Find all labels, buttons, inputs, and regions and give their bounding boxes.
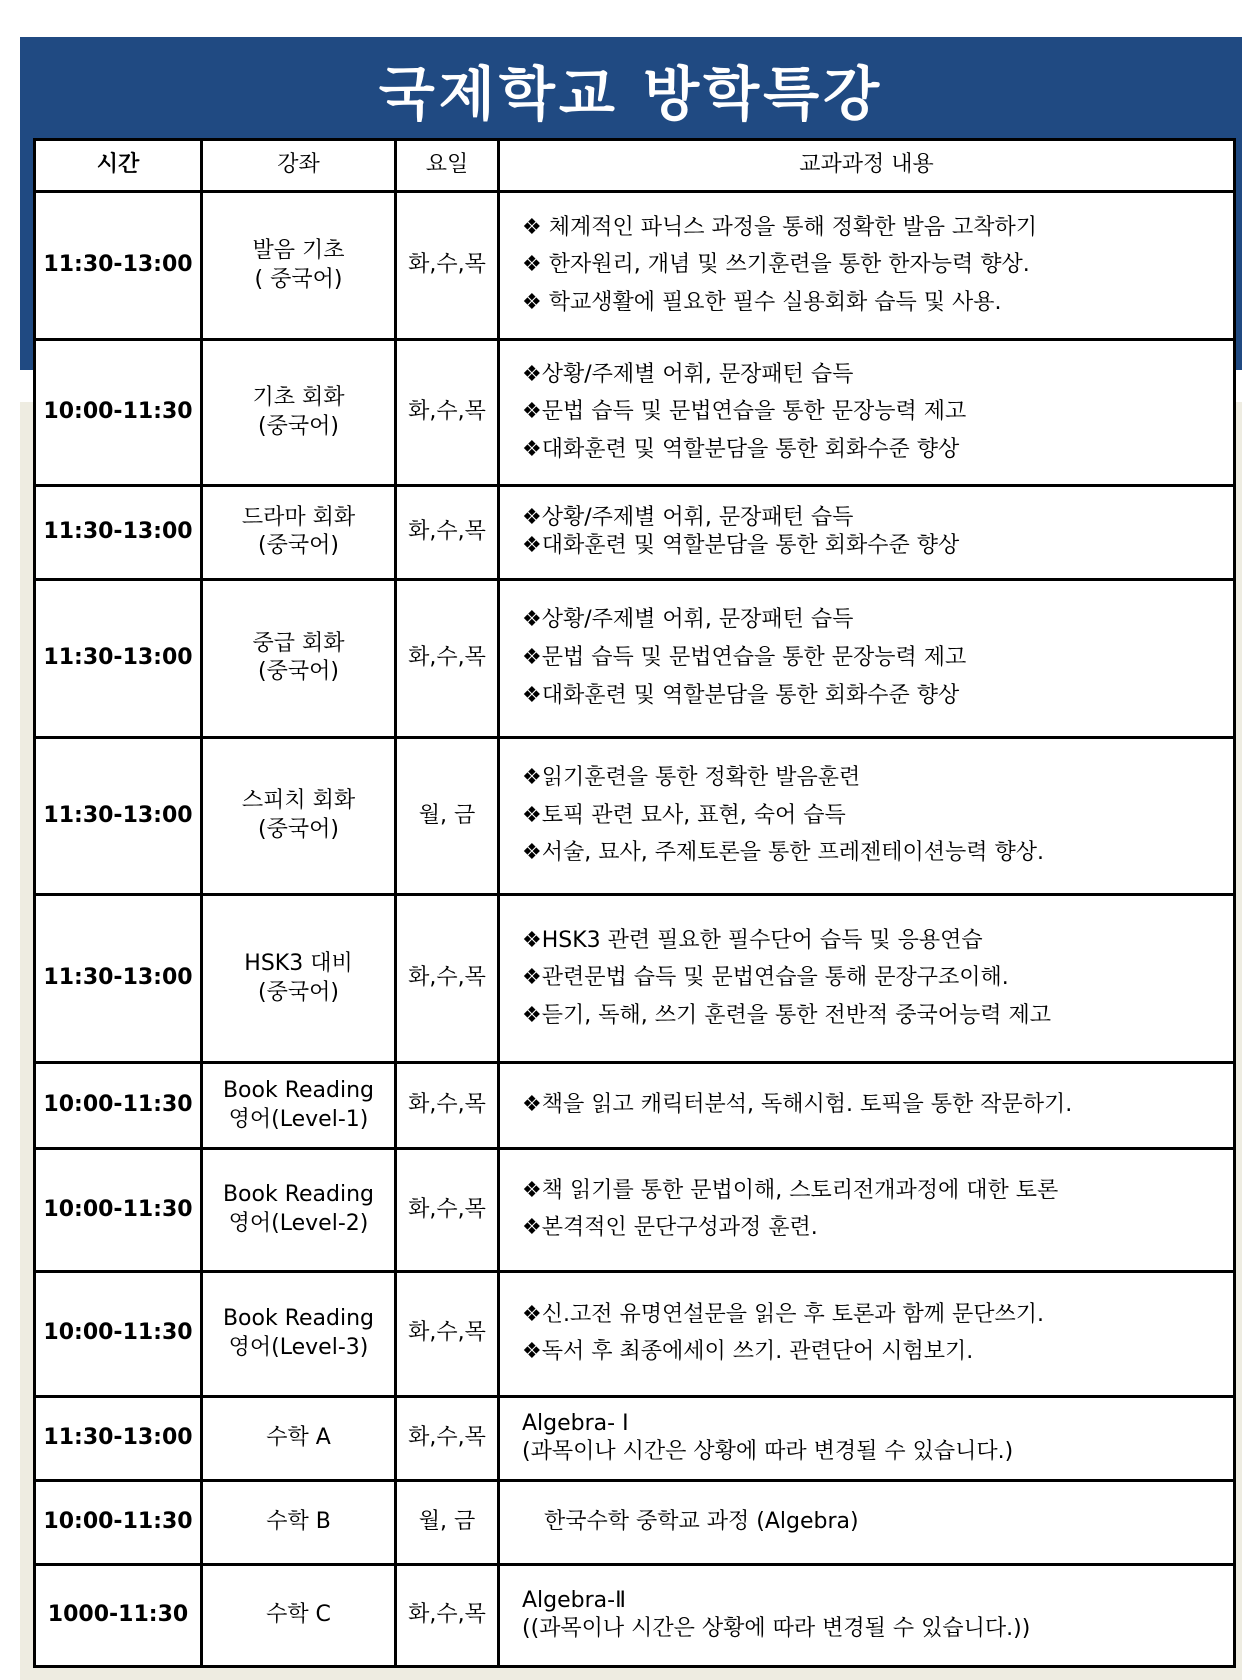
row-content <box>499 340 1235 485</box>
course-language: (중국어) <box>258 816 339 842</box>
row-time: 11:30-13:00 <box>35 1396 202 1480</box>
content-line: ❖본격적인 문단구성과정 훈련. <box>522 1215 818 1241</box>
course-name: 기초 회화 <box>252 384 345 410</box>
content-line: ❖ 학교생활에 필요한 필수 실용회화 습득 및 사용. <box>522 290 1002 315</box>
content-line: ❖서술, 묘사, 주제토론을 통한 프레젠테이션능력 향상. <box>522 840 1044 866</box>
row-content <box>499 737 1235 895</box>
header-course: 강좌 <box>202 140 396 192</box>
content-line: ❖ 체계적인 파닉스 과정을 통해 정확한 발음 고착하기 <box>522 214 1037 240</box>
row-days: 화,수,목 <box>396 1063 499 1149</box>
row-course <box>202 737 396 895</box>
content-line: ❖독서 후 최종에세이 쓰기. 관련단어 시험보기. <box>522 1339 974 1365</box>
course-name: Book Reading <box>222 1077 375 1103</box>
row-time: 11:30-13:00 <box>35 485 202 579</box>
content-line: ❖상황/주제별 어휘, 문장패턴 습득 <box>522 607 854 633</box>
page-title: 국제학교 방학특강 <box>378 60 884 128</box>
row-days: 화,수,목 <box>396 1271 499 1396</box>
schedule-table <box>33 138 1236 1668</box>
table-row <box>35 895 1235 1063</box>
row-time: 10:00-11:30 <box>35 340 202 485</box>
course-name: 발음 기초 <box>252 238 345 264</box>
row-course <box>202 485 396 579</box>
header-time: 시간 <box>35 140 202 192</box>
table-row <box>35 737 1235 895</box>
header-days: 요일 <box>396 140 499 192</box>
row-content <box>499 1271 1235 1396</box>
content-line: ❖책 읽기를 통한 문법이해, 스토리전개과정에 대한 토론 <box>522 1177 1059 1203</box>
content-line: ❖대화훈련 및 역할분담을 통한 회화수준 향상 <box>522 533 960 559</box>
row-course <box>202 1063 396 1149</box>
table-row <box>35 340 1235 485</box>
content-line: ❖듣기, 독해, 쓰기 훈련을 통한 전반적 중국어능력 제고 <box>522 1002 1051 1028</box>
row-days: 월, 금 <box>396 1480 499 1564</box>
header-content: 교과과정 내용 <box>499 140 1235 192</box>
row-time: 11:30-13:00 <box>35 192 202 340</box>
row-time: 11:30-13:00 <box>35 579 202 737</box>
content-line: Algebra- Ⅰ <box>522 1410 629 1436</box>
course-language: ( 중국어) <box>254 266 343 292</box>
table-row <box>35 1271 1235 1396</box>
content-line: ❖문법 습득 및 문법연습을 통한 문장능력 제고 <box>522 399 967 425</box>
table-header-row <box>35 140 1235 192</box>
course-name: Book Reading <box>222 1182 375 1208</box>
content-line: ❖신.고전 유명연설문을 읽은 후 토론과 함께 문단쓰기. <box>522 1301 1044 1327</box>
row-course <box>202 340 396 485</box>
row-days: 화,수,목 <box>396 895 499 1063</box>
course-language: 영어(Level-3) <box>228 1334 369 1360</box>
table-row <box>35 192 1235 340</box>
row-content <box>499 579 1235 737</box>
content-line: ❖토픽 관련 묘사, 표현, 숙어 습득 <box>522 802 846 828</box>
row-days: 화,수,목 <box>396 1148 499 1271</box>
row-content <box>499 895 1235 1063</box>
row-course <box>202 895 396 1063</box>
content-line: (과목이나 시간은 상황에 따라 변경될 수 있습니다.) <box>522 1439 1014 1465</box>
row-content <box>499 192 1235 340</box>
course-name: 수학 A <box>266 1424 331 1450</box>
row-days: 월, 금 <box>396 737 499 895</box>
course-name: 중급 회화 <box>252 630 345 656</box>
row-days: 화,수,목 <box>396 1396 499 1480</box>
course-language: (중국어) <box>258 533 339 559</box>
course-name: Book Reading <box>222 1306 375 1332</box>
table-row <box>35 1063 1235 1149</box>
content-line: Algebra-Ⅱ <box>522 1587 626 1613</box>
content-line: ❖대화훈련 및 역할분담을 통한 회화수준 향상 <box>522 682 960 708</box>
row-course <box>202 1564 396 1666</box>
course-name: 드라마 회화 <box>241 504 356 530</box>
row-content <box>499 1564 1235 1666</box>
row-days: 화,수,목 <box>396 485 499 579</box>
row-days: 화,수,목 <box>396 1564 499 1666</box>
row-time: 10:00-11:30 <box>35 1271 202 1396</box>
content-line: ❖대화훈련 및 역할분담을 통한 회화수준 향상 <box>522 436 960 462</box>
row-time: 11:30-13:00 <box>35 895 202 1063</box>
content-line: ❖읽기훈련을 통한 정확한 발음훈련 <box>522 764 861 790</box>
row-content <box>499 1396 1235 1480</box>
row-course <box>202 1271 396 1396</box>
row-days: 화,수,목 <box>396 192 499 340</box>
table-row <box>35 1396 1235 1480</box>
table-row <box>35 1564 1235 1666</box>
content-line: ❖문법 습득 및 문법연습을 통한 문장능력 제고 <box>522 644 967 670</box>
content-line: ❖책을 읽고 캐릭터분석, 독해시험. 토픽을 통한 작문하기. <box>522 1092 1073 1118</box>
row-time: 11:30-13:00 <box>35 737 202 895</box>
course-language: 영어(Level-1) <box>228 1106 369 1132</box>
row-content <box>499 485 1235 579</box>
content-line: ❖HSK3 관련 필요한 필수단어 습득 및 응용연습 <box>522 927 983 953</box>
row-course <box>202 1396 396 1480</box>
course-name: 수학 C <box>266 1601 331 1627</box>
course-language: (중국어) <box>258 413 339 439</box>
content-line: ❖상황/주제별 어휘, 문장패턴 습득 <box>522 361 854 387</box>
table-row <box>35 1480 1235 1564</box>
content-line: ((과목이나 시간은 상황에 따라 변경될 수 있습니다.)) <box>522 1616 1031 1642</box>
row-course <box>202 192 396 340</box>
course-name: 스피치 회화 <box>241 788 356 814</box>
row-course <box>202 1148 396 1271</box>
row-days: 화,수,목 <box>396 340 499 485</box>
row-course <box>202 1480 396 1564</box>
course-language: (중국어) <box>258 659 339 685</box>
table-row <box>35 579 1235 737</box>
row-time: 10:00-11:30 <box>35 1148 202 1271</box>
content-line: ❖ 한자원리, 개념 및 쓰기훈련을 통한 한자능력 향상. <box>522 252 1030 278</box>
course-language: (중국어) <box>258 979 339 1005</box>
table-row <box>35 1148 1235 1271</box>
table-row <box>35 485 1235 579</box>
row-days: 화,수,목 <box>396 579 499 737</box>
row-time: 10:00-11:30 <box>35 1063 202 1149</box>
row-time: 1000-11:30 <box>35 1564 202 1666</box>
course-language: 영어(Level-2) <box>228 1210 369 1236</box>
row-course <box>202 579 396 737</box>
course-name: 수학 B <box>266 1508 331 1534</box>
row-content <box>499 1063 1235 1149</box>
row-content <box>499 1480 1235 1564</box>
content-line: 한국수학 중학교 과정 (Algebra) <box>544 1508 859 1534</box>
row-time: 10:00-11:30 <box>35 1480 202 1564</box>
row-content <box>499 1148 1235 1271</box>
course-name: HSK3 대비 <box>244 950 353 976</box>
content-line: ❖상황/주제별 어휘, 문장패턴 습득 <box>522 504 854 530</box>
content-line: ❖관련문법 습득 및 문법연습을 통해 문장구조이해. <box>522 965 1009 991</box>
